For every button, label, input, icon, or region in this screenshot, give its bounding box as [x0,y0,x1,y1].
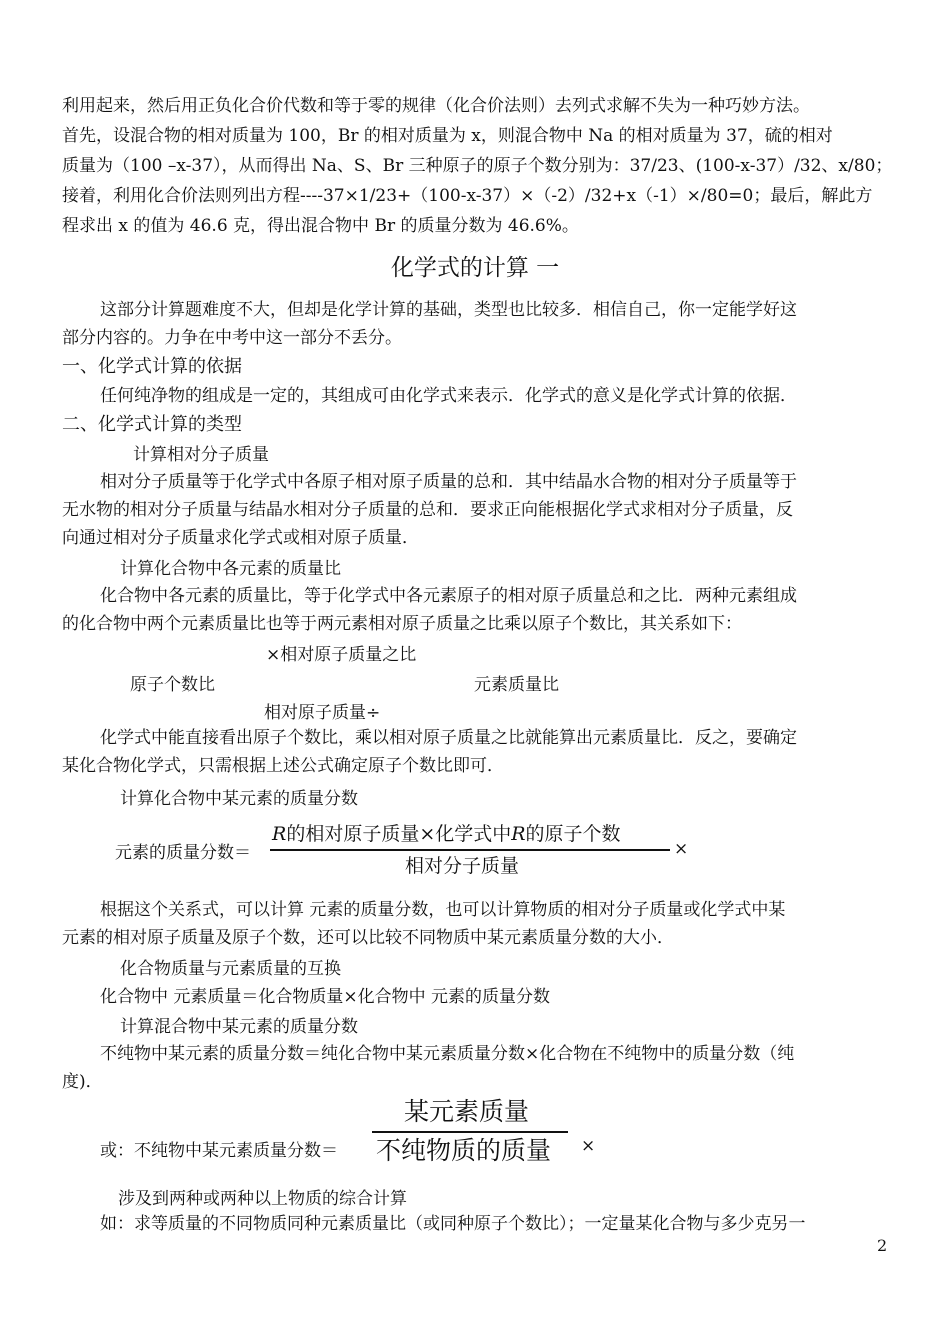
intro-line-5: 程求出 x 的值为 46.6 克，得出混合物中 Br 的质量分数为 46.6%。 [62,216,579,236]
basis-body: 任何纯净物的组成是一定的，其组成可由化学式来表示．化学式的意义是化学式计算的依据． [100,386,797,406]
formula1-tail: × [674,839,689,859]
subheading-mass-fraction: 计算化合物中某元素的质量分数 [120,789,358,809]
s5-line-2: 度)． [62,1072,103,1092]
formula2-numerator: 某元素质量 [404,1097,530,1126]
formula2-lhs: 或：不纯物中某元素质量分数＝ [100,1141,338,1161]
formula1-numerator: R的相对原子质量×化学式中R的原子个数 [272,823,621,845]
s1-line-3: 向通过相对分子质量求化学式或相对原子质量． [62,528,419,548]
intro-line-1: 利用起来，然后用正负化合价代数和等于零的规律（化合价法则）去列式求解不失为一种巧妙方法。 [62,96,810,116]
s1-line-2: 无水物的相对分子质量与结晶水相对分子质量的总和．要求正向能根据化学式求相对分子质量，反 [62,500,793,520]
s2-line-2: 的化合物中两个元素质量比也等于两元素相对原子质量之比乘以原子个数比，其关系如下： [62,614,742,634]
s4-body: 化合物中 元素质量＝化合物质量×化合物中 元素的质量分数 [100,987,551,1007]
intro-line-3: 质量为（100 –x-37），从而得出 Na、S、Br 三种原子的原子个数分别为：37/23、(100-x-37）/32、x/80； [62,156,893,176]
s5-line-1: 不纯物中某元素的质量分数＝纯化合物中某元素质量分数×化合物在不纯物中的质量分数（纯 [100,1044,795,1064]
s2-line-1: 化合物中各元素的质量比，等于化学式中各元素原子的相对原子质量总和之比．两种元素组成 [100,586,797,606]
diagram-top-label: ×相对原子质量之比 [266,645,417,665]
s3-after-line-2: 元素的相对原子质量及原子个数，还可以比较不同物质中某元素质量分数的大小． [62,928,674,948]
subheading-mass-ratio: 计算化合物中各元素的质量比 [120,559,341,579]
s6-body: 如：求等质量的不同物质同种元素质量比（或同种原子个数比）；一定量某化合物与多少克另一 [100,1214,806,1234]
intro-line-4: 接着，利用化合价法则列出方程----37×1/23+（100-x-37）×（-2）/32+x（-1）×/80=0；最后，解此方 [62,186,873,206]
s2-after-line-1: 化学式中能直接看出原子个数比，乘以相对原子质量之比就能算出元素质量比．反之，要确定 [100,728,797,748]
heading-basis: 一、化学式计算的依据 [62,356,242,377]
subheading-combined-calc: 涉及到两种或两种以上物质的综合计算 [118,1189,407,1209]
subheading-mixture-fraction: 计算混合物中某元素的质量分数 [120,1017,358,1037]
page-number: 2 [877,1236,888,1255]
formula1-lhs: 元素的质量分数＝ [115,843,251,863]
diagram-right-label: 元素质量比 [474,675,559,695]
heading-types: 二、化学式计算的类型 [62,414,242,435]
formula2-tail: × [581,1136,596,1156]
s1-line-1: 相对分子质量等于化学式中各原子相对原子质量的总和．其中结晶水合物的相对分子质量等于 [100,472,797,492]
formula1-denominator: 相对分子质量 [405,855,520,877]
subheading-mass-conversion: 化合物质量与元素质量的互换 [120,959,341,979]
para1-line-1: 这部分计算题难度不大，但却是化学计算的基础，类型也比较多．相信自己，你一定能学好这 [100,300,797,320]
para1-line-2: 部分内容的。力争在中考中这一部分不丢分。 [62,328,402,348]
formula2-denominator: 不纯物质的质量 [376,1136,552,1165]
s2-after-line-2: 某化合物化学式，只需根据上述公式确定原子个数比即可． [62,756,504,776]
intro-line-2: 首先，设混合物的相对质量为 100，Br 的相对质量为 x，则混合物中 Na 的相对质量为 37，硫的相对 [62,126,833,146]
diagram-bottom-label: 相对原子质量÷ [264,703,381,723]
subheading-molecular-mass: 计算相对分子质量 [133,445,269,465]
section-title: 化学式的计算 一 [390,255,560,281]
diagram-left-label: 原子个数比 [130,675,215,695]
s3-after-line-1: 根据这个关系式，可以计算 元素的质量分数，也可以计算物质的相对分子质量或化学式中某 [100,900,786,920]
